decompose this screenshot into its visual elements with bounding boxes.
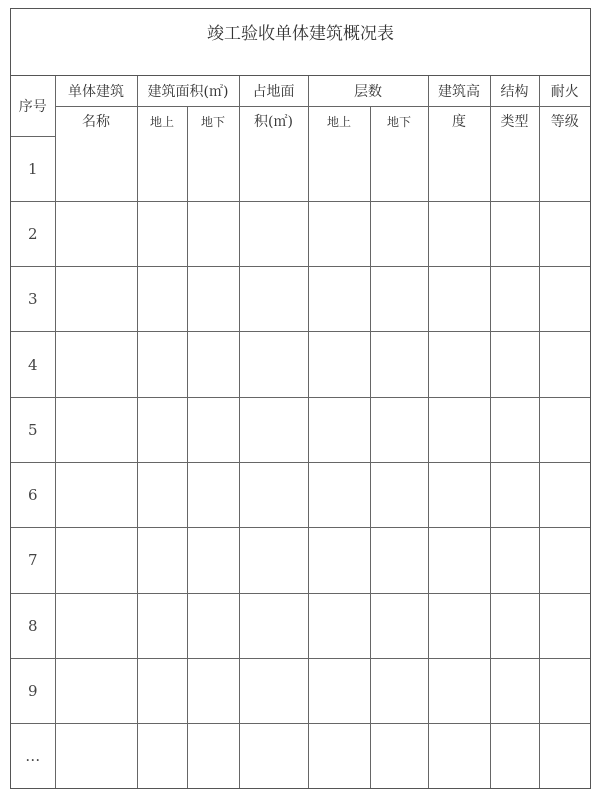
- blank-cell[interactable]: [137, 267, 187, 332]
- blank-cell[interactable]: [490, 724, 539, 789]
- header-land-area-line2: 积(㎡): [239, 106, 308, 136]
- blank-cell[interactable]: [187, 332, 239, 397]
- blank-cell[interactable]: [370, 267, 428, 332]
- blank-cell[interactable]: [187, 528, 239, 593]
- blank-cell[interactable]: [490, 528, 539, 593]
- blank-cell[interactable]: [370, 462, 428, 527]
- table-row: [11, 397, 590, 462]
- form-sheet: [10, 8, 591, 789]
- table-row: [11, 267, 590, 332]
- blank-cell[interactable]: [239, 136, 308, 201]
- blank-cell[interactable]: [239, 658, 308, 723]
- blank-cell[interactable]: [55, 267, 137, 332]
- blank-cell[interactable]: [539, 136, 590, 201]
- row-number: 9: [11, 658, 55, 723]
- blank-cell[interactable]: [239, 593, 308, 658]
- blank-cell[interactable]: [187, 397, 239, 462]
- blank-cell[interactable]: [370, 528, 428, 593]
- table-row: [11, 201, 590, 266]
- blank-cell[interactable]: [428, 136, 490, 201]
- blank-cell[interactable]: [55, 136, 137, 201]
- blank-cell[interactable]: [308, 724, 370, 789]
- blank-cell[interactable]: [308, 136, 370, 201]
- blank-cell[interactable]: [539, 397, 590, 462]
- blank-cell[interactable]: [428, 267, 490, 332]
- blank-cell[interactable]: [308, 528, 370, 593]
- blank-cell[interactable]: [55, 201, 137, 266]
- header-fire-line2: 等级: [539, 106, 590, 136]
- blank-cell[interactable]: [428, 332, 490, 397]
- blank-cell[interactable]: [55, 658, 137, 723]
- blank-cell[interactable]: [539, 332, 590, 397]
- row-number: 8: [11, 593, 55, 658]
- blank-cell[interactable]: [239, 724, 308, 789]
- row-number: 1: [11, 136, 55, 201]
- blank-cell[interactable]: [187, 724, 239, 789]
- blank-cell[interactable]: [55, 462, 137, 527]
- blank-cell[interactable]: [539, 724, 590, 789]
- header-name-line1: 单体建筑: [55, 76, 137, 106]
- blank-cell[interactable]: [308, 658, 370, 723]
- table-row: [11, 593, 590, 658]
- blank-cell[interactable]: [137, 332, 187, 397]
- blank-cell[interactable]: [539, 528, 590, 593]
- blank-cell[interactable]: [187, 658, 239, 723]
- blank-cell[interactable]: [490, 201, 539, 266]
- blank-cell[interactable]: [308, 267, 370, 332]
- table-row: [11, 658, 590, 723]
- blank-cell[interactable]: [428, 658, 490, 723]
- blank-cell[interactable]: [187, 462, 239, 527]
- blank-cell[interactable]: [55, 397, 137, 462]
- blank-cell[interactable]: [187, 201, 239, 266]
- blank-cell[interactable]: [308, 201, 370, 266]
- header-name-line2: 名称: [55, 106, 137, 136]
- row-number: …: [11, 724, 55, 789]
- blank-cell[interactable]: [137, 462, 187, 527]
- blank-cell[interactable]: [428, 462, 490, 527]
- blank-cell[interactable]: [370, 724, 428, 789]
- blank-cell[interactable]: [490, 332, 539, 397]
- blank-cell[interactable]: [428, 528, 490, 593]
- blank-cell[interactable]: [539, 267, 590, 332]
- blank-cell[interactable]: [490, 593, 539, 658]
- row-number: 2: [11, 201, 55, 266]
- blank-cell[interactable]: [490, 267, 539, 332]
- form-title: 竣工验收单体建筑概况表: [11, 9, 590, 76]
- blank-cell[interactable]: [490, 462, 539, 527]
- header-area-below: 地下: [187, 106, 239, 136]
- header-fire-line1: 耐火: [539, 76, 590, 106]
- table-row: [11, 332, 590, 397]
- blank-cell[interactable]: [55, 528, 137, 593]
- blank-cell[interactable]: [55, 593, 137, 658]
- header-area-above: 地上: [137, 106, 187, 136]
- table-row: [11, 136, 590, 201]
- blank-cell[interactable]: [187, 136, 239, 201]
- blank-cell[interactable]: [490, 658, 539, 723]
- blank-cell[interactable]: [137, 136, 187, 201]
- blank-cell[interactable]: [490, 397, 539, 462]
- header-structure-line2: 类型: [490, 106, 539, 136]
- header-floor-area: 建筑面积(㎡): [137, 76, 239, 106]
- row-number: 5: [11, 397, 55, 462]
- blank-cell[interactable]: [137, 528, 187, 593]
- blank-cell[interactable]: [55, 332, 137, 397]
- blank-cell[interactable]: [428, 397, 490, 462]
- blank-cell[interactable]: [308, 397, 370, 462]
- header-seq: 序号: [11, 76, 55, 136]
- header-land-area-line1: 占地面: [239, 76, 308, 106]
- blank-cell[interactable]: [370, 397, 428, 462]
- blank-cell[interactable]: [428, 201, 490, 266]
- blank-cell[interactable]: [370, 332, 428, 397]
- row-number: 4: [11, 332, 55, 397]
- blank-cell[interactable]: [428, 724, 490, 789]
- blank-cell[interactable]: [539, 658, 590, 723]
- blank-cell[interactable]: [308, 332, 370, 397]
- blank-cell[interactable]: [239, 397, 308, 462]
- blank-cell[interactable]: [187, 267, 239, 332]
- blank-cell[interactable]: [137, 593, 187, 658]
- header-structure-line1: 结构: [490, 76, 539, 106]
- blank-cell[interactable]: [370, 136, 428, 201]
- header-height-line1: 建筑高: [428, 76, 490, 106]
- blank-cell[interactable]: [370, 658, 428, 723]
- header-floors-above: 地上: [308, 106, 370, 136]
- blank-cell[interactable]: [539, 462, 590, 527]
- blank-cell[interactable]: [239, 462, 308, 527]
- building-overview-table: [11, 76, 590, 788]
- row-number: 3: [11, 267, 55, 332]
- blank-cell[interactable]: [137, 201, 187, 266]
- blank-cell[interactable]: [239, 201, 308, 266]
- table-row: [11, 528, 590, 593]
- blank-cell[interactable]: [370, 593, 428, 658]
- blank-cell[interactable]: [370, 201, 428, 266]
- blank-cell[interactable]: [239, 528, 308, 593]
- table-row: [11, 462, 590, 527]
- blank-cell[interactable]: [239, 267, 308, 332]
- blank-cell[interactable]: [539, 201, 590, 266]
- blank-cell[interactable]: [137, 658, 187, 723]
- blank-cell[interactable]: [187, 593, 239, 658]
- blank-cell[interactable]: [539, 593, 590, 658]
- blank-cell[interactable]: [55, 724, 137, 789]
- header-height-line2: 度: [428, 106, 490, 136]
- blank-cell[interactable]: [490, 136, 539, 201]
- header-floors: 层数: [308, 76, 428, 106]
- table-row: [11, 724, 590, 789]
- blank-cell[interactable]: [308, 462, 370, 527]
- blank-cell[interactable]: [428, 593, 490, 658]
- blank-cell[interactable]: [308, 593, 370, 658]
- blank-cell[interactable]: [137, 397, 187, 462]
- blank-cell[interactable]: [137, 724, 187, 789]
- header-floors-below: 地下: [370, 106, 428, 136]
- blank-cell[interactable]: [239, 332, 308, 397]
- row-number: 7: [11, 528, 55, 593]
- row-number: 6: [11, 462, 55, 527]
